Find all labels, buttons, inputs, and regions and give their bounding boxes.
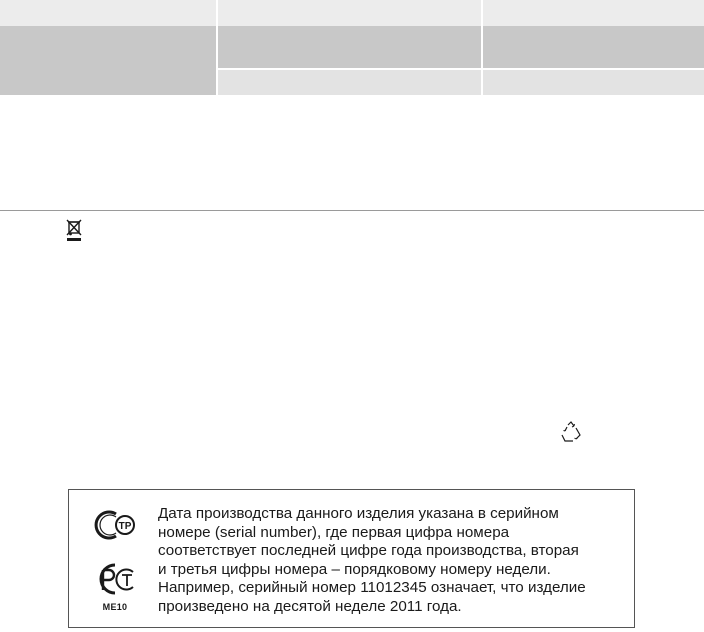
notice-line: и третья цифры номера – порядковому номеру недели.: [158, 560, 551, 578]
eac-tr-mark-icon: [89, 508, 147, 542]
table-cell: [218, 26, 481, 68]
notice-line: Например, серийный номер 11012345 означает, что изделие: [158, 579, 586, 596]
certification-code: ME10: [102, 602, 128, 612]
table-cell: [483, 26, 704, 68]
notice-line: Дата производства данного изделия указана в серийном: [158, 505, 559, 522]
table-cell: [218, 0, 481, 26]
notice-line: произведено на десятой неделе 2011 года.: [158, 597, 462, 615]
table-cell: [0, 0, 216, 26]
recycle-icon: [559, 420, 583, 444]
pct-gost-mark-icon: [89, 560, 147, 598]
svg-text:ТР: ТР: [118, 521, 132, 532]
notice-line: номере (serial number), где первая цифра номера: [158, 523, 510, 541]
table-cell: [483, 70, 704, 95]
table-cell: [483, 0, 704, 26]
table-cell: [0, 26, 216, 95]
section-divider: [0, 210, 704, 211]
table-cell: [218, 70, 481, 95]
certification-notice: [68, 489, 635, 628]
crossed-out-wheelie-bin-icon: [66, 218, 82, 242]
spec-table: [0, 0, 704, 95]
notice-line: соответствует последней цифре года производства, вторая: [158, 542, 579, 559]
notice-text: [158, 505, 628, 616]
